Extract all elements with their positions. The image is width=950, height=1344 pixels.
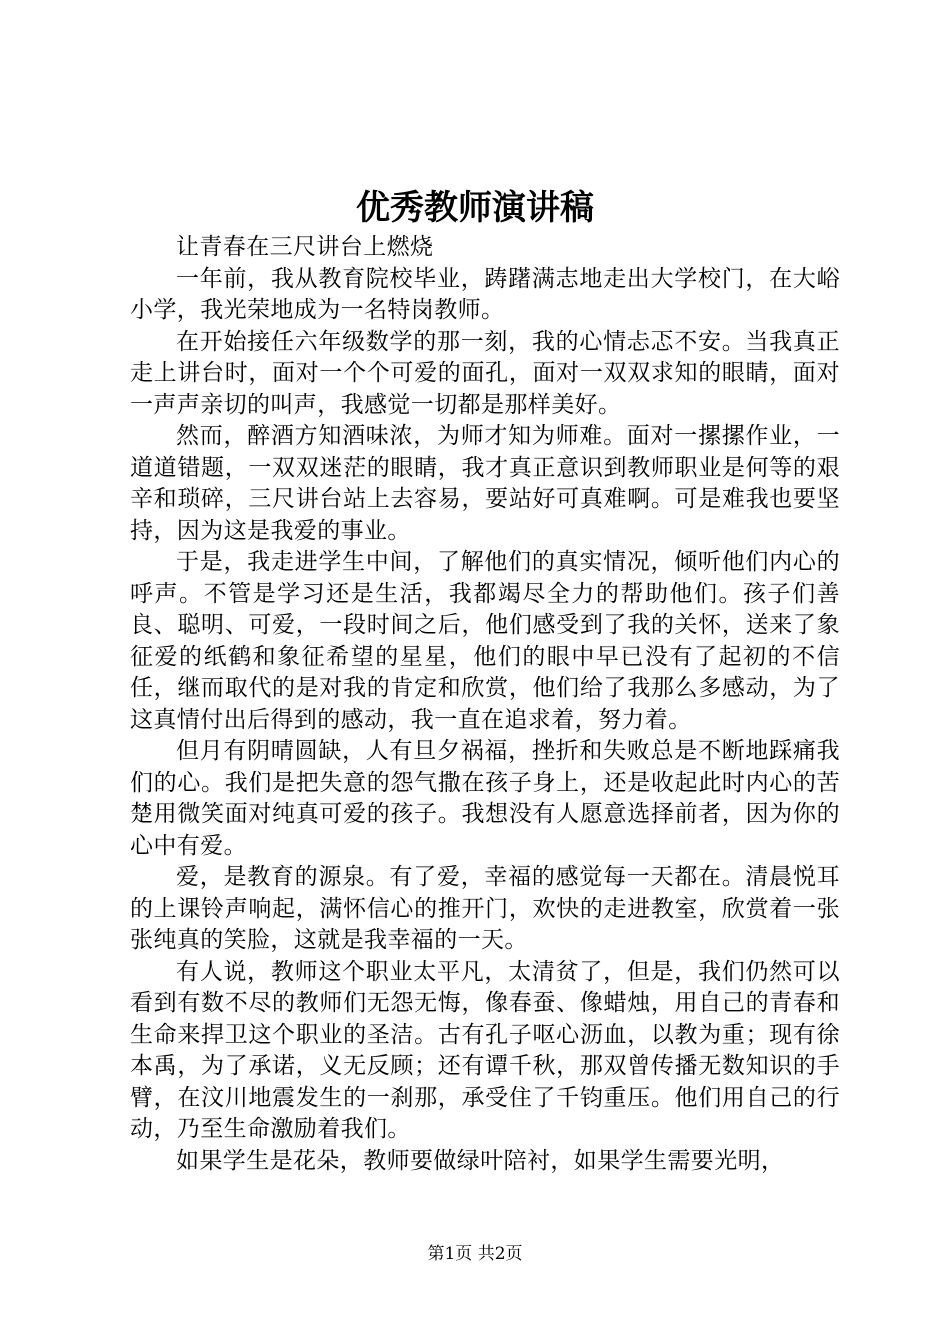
paragraph: 有人说，教师这个职业太平凡，太清贫了，但是，我们仍然可以看到有数不尽的教师们无怨无悔，像春蚕、像蜡烛，用自己的青春和生命来捍卫这个职业的圣洁。古有孔子呕心沥血，以教为重；现有徐本禹，为了承诺，义无反顾；还有谭千秋，那双曾传播无数知识的手臂，在汶川地震发生的一刹那，承受住了千钧重压。他们用自己的行动，乃至生命激励着我们。 (130, 958, 840, 1142)
document-title: 优秀教师演讲稿 (356, 188, 594, 228)
paragraph-subtitle: 让青春在三尺讲台上燃烧 (176, 234, 434, 260)
document-body (130, 232, 840, 1177)
paragraph: 如果学生是花朵，教师要做绿叶陪衬，如果学生需要光明， (176, 1147, 785, 1174)
paragraph: 但月有阴晴圆缺，人有旦夕祸福，挫折和失败总是不断地踩痛我们的心。我们是把失意的怨气撒在孩子身上，还是收起此时内心的苦楚用微笑面对纯真可爱的孩子。我想没有人愿意选择前者，因为你的心中有爱。 (130, 738, 840, 859)
paragraph: 在开始接任六年级数学的那一刻，我的心情忐忑不安。当我真正走上讲台时，面对一个个可爱的面孔，面对一双双求知的眼睛，面对一声声亲切的叫声，我感觉一切都是那样美好。 (130, 328, 840, 418)
paragraph: 于是，我走进学生中间，了解他们的真实情况，倾听他们内心的呼声。不管是学习还是生活，我都竭尽全力的帮助他们。孩子们善良、聪明、可爱，一段时间之后，他们感受到了我的关怀，送来了象征爱的纸鹤和象征希望的星星，他们的眼中早已没有了起初的不信任，继而取代的是对我的肯定和欣赏，他们给了我那么多感动，为了这真情付出后得到的感动，我一直在追求着，努力着。 (130, 549, 840, 733)
paragraph: 一年前，我从教育院校毕业，踌躇满志地走出大学校门，在大峪小学，我光荣地成为一名特岗教师。 (130, 265, 840, 323)
page-number-footer: 第1页 共2页 (427, 1244, 523, 1264)
paragraph: 爱，是教育的源泉。有了爱，幸福的感觉每一天都在。清晨悦耳的上课铃声响起，满怀信心的推开门，欢快的走进教室，欣赏着一张张纯真的笑脸，这就是我幸福的一天。 (130, 864, 840, 953)
paragraph: 然而，醉酒方知酒味浓，为师才知为师难。面对一摞摞作业，一道道错题，一双双迷茫的眼睛，我才真正意识到教师职业是何等的艰辛和琐碎，三尺讲台站上去容易，要站好可真难啊。可是难我也要坚持，因为这是我爱的事业。 (130, 423, 840, 544)
